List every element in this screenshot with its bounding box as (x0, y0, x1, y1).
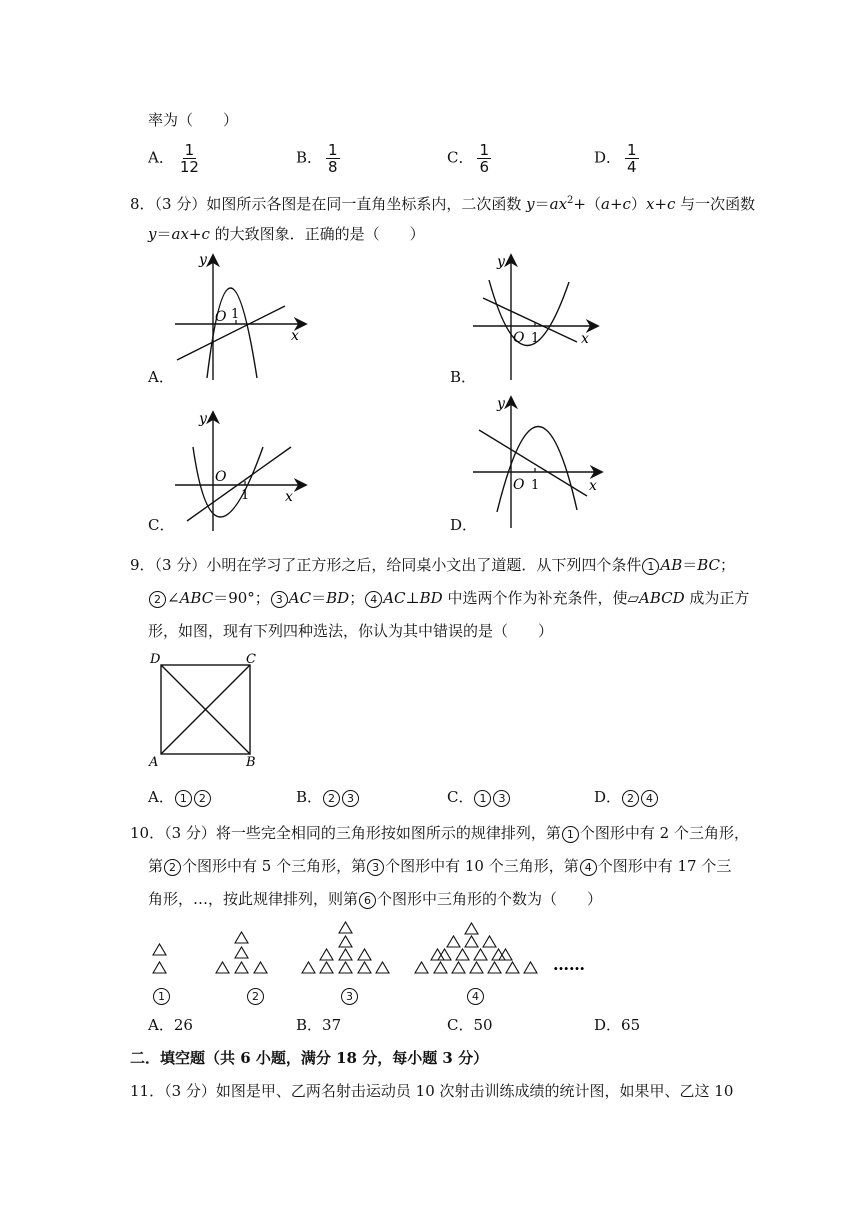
q8-graph-b (465, 250, 605, 385)
origin-label: O (215, 469, 227, 485)
triangle-mark (216, 962, 229, 973)
q8-line2 (148, 224, 425, 244)
option-letter: D． (594, 788, 622, 806)
q8-line1 (130, 191, 755, 214)
text: 8．（3 分）如图所示各图是在同一直角坐标系内，二次函数 (130, 195, 527, 213)
x-label: x (291, 328, 299, 344)
fraction (477, 142, 491, 175)
option-letter: C． (447, 1016, 474, 1034)
text: + (654, 195, 667, 213)
text: 10．（3 分）将一些完全相同的三角形按如图所示的规律排列，第 (130, 824, 561, 842)
triangle-mark (452, 962, 465, 973)
circled-number: 6 (359, 892, 376, 909)
q7-tail: 率为（ ） (148, 111, 239, 129)
text: y (148, 225, 157, 243)
text: 个图形中有 10 个三角形，第 (385, 857, 579, 875)
fraction (625, 142, 639, 175)
option-letter: C． (447, 788, 474, 806)
triangle-mark (456, 949, 469, 960)
triangle-mark (488, 962, 501, 973)
text: c (622, 195, 631, 213)
fraction (326, 142, 340, 175)
triangle-mark (470, 962, 483, 973)
triangle-mark (524, 962, 537, 973)
q10-option-d[interactable] (594, 1015, 640, 1035)
option-letter: C． (447, 148, 474, 167)
figure-label-1 (152, 986, 171, 1005)
denominator: 12 (179, 158, 199, 176)
option-value: 65 (621, 1016, 641, 1034)
option-letter: B． (296, 1016, 323, 1034)
text: ABCD (639, 589, 685, 607)
circled-number: 2 (622, 790, 639, 807)
text: + (609, 195, 623, 213)
numerator: 1 (184, 141, 195, 159)
q9-line2 (148, 588, 749, 608)
x-label: x (285, 489, 293, 505)
q8-graph-d (465, 392, 610, 532)
text: 个图形中有 2 个三角形， (579, 824, 749, 842)
text: ； (349, 589, 365, 607)
text: 9．（3 分）小明在学习了正方形之后，给同桌小文出了道题．从下列四个条件 (130, 556, 642, 574)
denominator: 6 (479, 158, 490, 176)
superscript: 2 (567, 195, 574, 206)
text: x (645, 195, 655, 213)
numerator: 1 (627, 141, 637, 159)
circled-number: 2 (247, 988, 264, 1005)
text: c (201, 225, 210, 243)
text: 角形，…，按此规律排列，则第 (148, 890, 359, 908)
one-label: 1 (531, 478, 540, 493)
text: y (526, 195, 535, 213)
circled-number: 3 (271, 591, 288, 608)
triangle-mark (465, 936, 478, 947)
circled-number: 2 (323, 790, 340, 807)
triangle-mark (153, 944, 166, 955)
text: AC (383, 589, 406, 607)
q9-square-figure (145, 648, 270, 773)
text: AB (660, 556, 683, 574)
q10-line3 (148, 889, 602, 909)
circled-number: 4 (365, 591, 382, 608)
text: ax (549, 195, 568, 213)
q7-option-a[interactable] (148, 142, 201, 175)
text: 个图形中有 5 个三角形，第 (182, 857, 367, 875)
option-letter: A． (148, 148, 174, 167)
q9-line1 (130, 555, 735, 575)
q8-option-c[interactable]: C． (148, 516, 175, 534)
section-title: 二．填空题（共 6 小题，满分 18 分，每小题 3 分） (130, 1049, 489, 1067)
triangle-mark (254, 962, 267, 973)
triangle-mark (235, 932, 248, 943)
vertex-d-label: D (150, 652, 161, 667)
x-label: x (589, 478, 597, 494)
text: + (188, 225, 202, 243)
option-letter: A． (148, 1016, 174, 1034)
text: 个图形中三角形的个数为（ ） (377, 890, 603, 908)
numerator: 1 (479, 141, 490, 159)
triangle-mark (376, 962, 389, 973)
vertex-c-label: C (246, 652, 256, 667)
q10-option-b[interactable] (296, 1015, 341, 1035)
triangle-mark (339, 936, 352, 947)
text: 与一次函数 (675, 195, 756, 213)
text: AC (288, 589, 312, 607)
q7-option-b[interactable] (296, 142, 340, 175)
text: BD (326, 589, 350, 607)
text: 第 (148, 857, 164, 875)
text: BD (419, 589, 443, 607)
option-value: 37 (322, 1016, 342, 1034)
triangle-mark (483, 936, 496, 947)
text: ⊥ (405, 589, 420, 607)
triangle-mark (302, 962, 315, 973)
q9-option-c[interactable] (447, 787, 511, 807)
q8-option-d[interactable]: D． (450, 516, 478, 534)
circled-number: 1 (175, 790, 192, 807)
figure-label-2 (246, 986, 265, 1005)
q8-graph-c (165, 405, 315, 535)
q8-option-b[interactable]: B． (450, 368, 477, 386)
text: ＝ (534, 195, 550, 213)
ellipsis: …… (553, 955, 585, 974)
y-label: y (497, 396, 505, 412)
option-value: 26 (173, 1016, 193, 1034)
triangle-mark (506, 962, 519, 973)
triangle-mark (320, 949, 333, 960)
text: 的大致图象．正确的是（ ） (209, 225, 425, 243)
numerator: 1 (328, 141, 338, 159)
q9-option-d[interactable] (594, 787, 659, 807)
figure-label-3 (340, 986, 359, 1005)
triangle-mark (474, 949, 487, 960)
vertex-a-label: A (149, 755, 159, 770)
one-label: 1 (241, 488, 250, 503)
triangle-mark (447, 936, 460, 947)
q11-line1: 11．（3 分）如图是甲、乙两名射击运动员 10 次射击训练成绩的统计图，如果甲、乙这 10 (130, 1082, 734, 1100)
text: ABC (179, 589, 214, 607)
triangle-mark (415, 962, 428, 973)
text: ； (720, 556, 736, 574)
triangle-mark (438, 949, 451, 960)
triangle-mark (434, 962, 447, 973)
text: ＝ (311, 589, 327, 607)
text: 成为正方 (684, 589, 750, 607)
triangle-mark (431, 949, 444, 960)
text: +（ (573, 195, 601, 213)
option-letter: B． (296, 788, 323, 806)
triangle-mark (235, 962, 248, 973)
text: c (667, 195, 676, 213)
text: 个图形中有 17 个三 (597, 857, 732, 875)
circled-number: 4 (641, 790, 658, 807)
y-label: y (497, 254, 505, 270)
q9-line3: 形，如图，现有下列四种选法，你认为其中错误的是（ ） (148, 622, 554, 640)
q10-line1 (130, 823, 749, 843)
text: ＝ (156, 225, 172, 243)
circled-number: 1 (562, 826, 579, 843)
origin-label: O (513, 330, 525, 346)
circled-number: 3 (493, 790, 510, 807)
fraction (178, 142, 201, 175)
option-value: 50 (473, 1016, 493, 1034)
q7-option-c[interactable] (447, 142, 491, 175)
text: ＝ (682, 556, 698, 574)
circled-number: 4 (467, 988, 484, 1005)
text: ax (171, 225, 189, 243)
one-label: 1 (531, 331, 540, 346)
figure-label-4 (466, 986, 485, 1005)
circled-number: 1 (474, 790, 491, 807)
q9-option-a[interactable] (148, 787, 212, 807)
circled-number: 3 (342, 790, 359, 807)
circled-number: 3 (341, 988, 358, 1005)
one-label: 1 (231, 307, 240, 322)
text: ∠ (167, 589, 180, 607)
triangle-mark (358, 962, 371, 973)
q10-triangle-figures (140, 920, 610, 1005)
circled-number: 4 (580, 859, 597, 876)
y-label: y (199, 411, 207, 427)
denominator: 4 (627, 158, 637, 176)
text: BC (697, 556, 721, 574)
q9-option-b[interactable] (296, 787, 360, 807)
circled-number: 2 (149, 591, 166, 608)
option-letter: D． (594, 148, 622, 167)
triangle-mark (153, 962, 166, 973)
triangle-mark (465, 923, 478, 934)
triangle-mark (499, 949, 512, 960)
q10-option-c[interactable] (447, 1015, 493, 1035)
triangle-mark (339, 949, 352, 960)
text: 中选两个作为补充条件，使▱ (442, 589, 639, 607)
q10-line2 (148, 856, 731, 876)
origin-label: O (215, 309, 227, 325)
triangle-mark (358, 949, 371, 960)
circled-number: 3 (367, 859, 384, 876)
x-label: x (581, 331, 589, 347)
triangle-mark (339, 922, 352, 933)
option-letter: A． (148, 788, 174, 806)
q8-graph-a (165, 248, 315, 383)
triangle-mark (235, 947, 248, 958)
q8-option-a[interactable]: A． (148, 368, 174, 386)
text: ） (630, 195, 646, 213)
circled-number: 1 (642, 558, 659, 575)
text: a (601, 195, 610, 213)
circled-number: 2 (164, 859, 181, 876)
text: ＝90°； (213, 589, 270, 607)
triangle-mark (320, 962, 333, 973)
option-letter: D． (594, 1016, 622, 1034)
q10-option-a[interactable] (148, 1015, 193, 1035)
triangle-mark (339, 962, 352, 973)
y-label: y (199, 252, 207, 268)
option-letter: B． (296, 148, 323, 167)
circled-number: 1 (153, 988, 170, 1005)
circled-number: 2 (194, 790, 211, 807)
vertex-b-label: B (246, 755, 256, 770)
denominator: 8 (328, 158, 338, 176)
triangle-mark (492, 949, 505, 960)
q7-option-d[interactable] (594, 142, 639, 175)
origin-label: O (513, 477, 525, 493)
